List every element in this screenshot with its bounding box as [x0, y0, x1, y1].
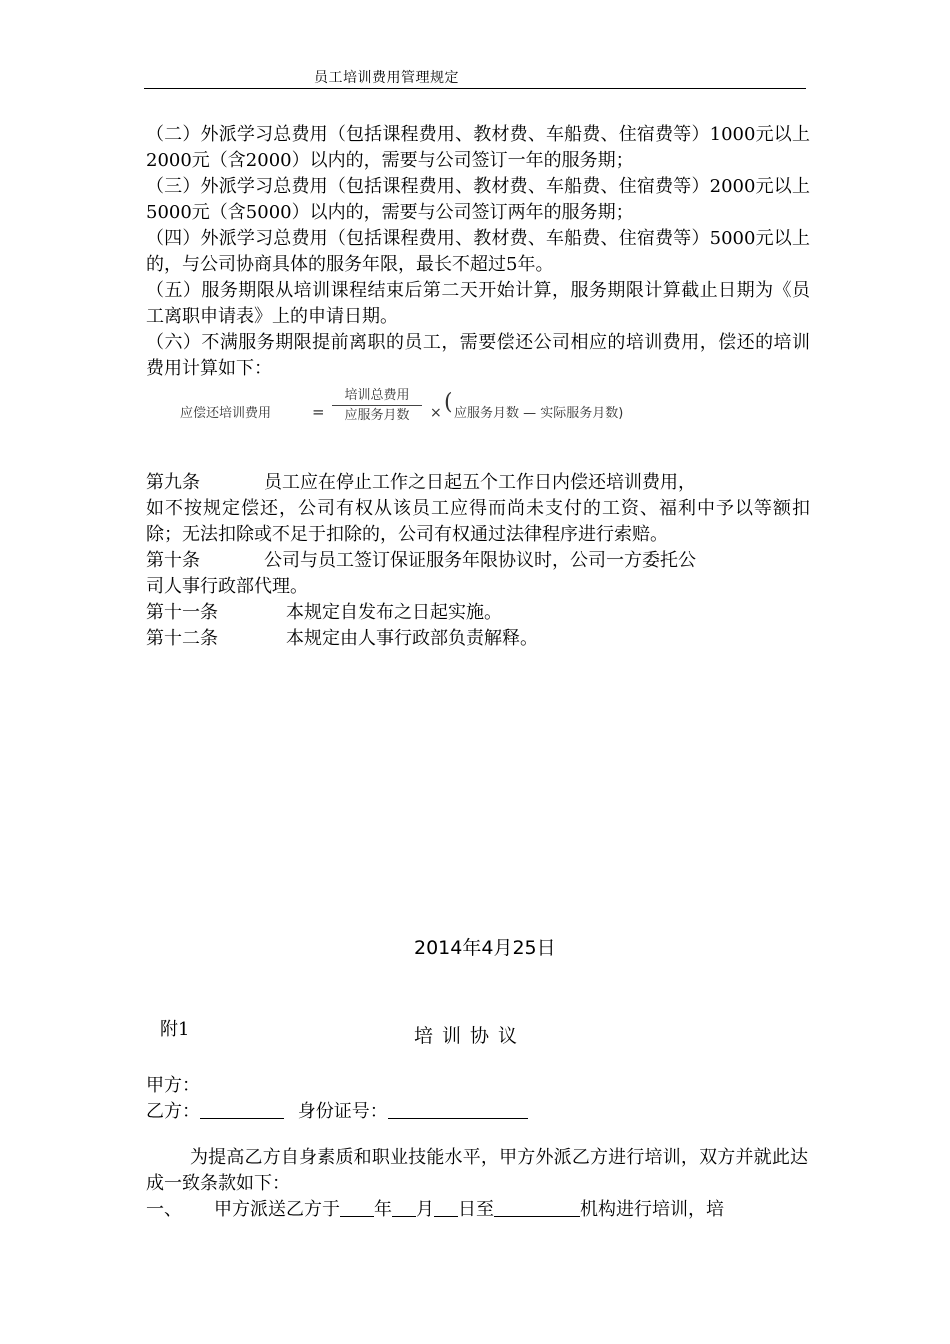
formula-open-paren: (	[444, 390, 453, 415]
article-label: 第十二条	[146, 628, 218, 649]
formula-times: ×	[430, 405, 442, 421]
document-body	[146, 122, 810, 652]
institution-blank[interactable]	[494, 1198, 580, 1217]
article-10-cont: 司人事行政部代理。	[146, 576, 308, 597]
item1-month: 月	[416, 1199, 434, 1220]
clause-4: （四）外派学习总费用（包括课程费用、教材费、车船费、住宿费等）5000元以上的，与公司协商具体的服务年限，最长不超过5年。	[146, 228, 810, 275]
issue-date: 2014年4月25日	[414, 937, 556, 959]
agreement-item-1	[146, 1197, 808, 1223]
year-blank[interactable]	[340, 1198, 374, 1217]
party-b-blank[interactable]	[200, 1100, 284, 1119]
formula-right: 应服务月数 — 实际服务月数)	[454, 406, 624, 421]
party-a	[146, 1071, 200, 1097]
article-9-cont: 如不按规定偿还，公司有权从该员工应得而尚未支付的工资、福利中予以等额扣除；无法扣除或不足于扣除的，公司有权通过法律程序进行索赔。	[146, 498, 810, 545]
article-label: 第十一条	[146, 602, 218, 623]
attachment-label: 附1	[160, 1019, 190, 1040]
item1-year: 年	[374, 1199, 392, 1220]
article-text: 员工应在停止工作之日起五个工作日内偿还培训费用，	[264, 472, 696, 493]
formula-denominator: 应服务月数	[344, 408, 410, 423]
party-b-label: 乙方：	[146, 1101, 200, 1122]
formula-numerator: 培训总费用	[332, 387, 422, 406]
party-a-label: 甲方：	[146, 1075, 200, 1096]
item-number: 一、	[146, 1199, 182, 1220]
item1-text-b: 机构进行培训，培	[580, 1199, 724, 1220]
agreement-body	[146, 1145, 808, 1223]
article-label: 第九条	[146, 472, 200, 493]
formula-equals: =	[312, 403, 325, 421]
header-title: 员工培训费用管理规定	[314, 70, 459, 86]
id-number-blank[interactable]	[388, 1100, 528, 1119]
item1-day: 日至	[458, 1199, 494, 1220]
article-text: 本规定自发布之日起实施。	[286, 602, 502, 623]
id-label: 身份证号：	[297, 1101, 388, 1122]
agreement-intro: 为提高乙方自身素质和职业技能水平，甲方外派乙方进行培训，双方并就此达成一致条款如下：	[146, 1147, 808, 1194]
party-b	[146, 1097, 528, 1123]
article-text: 本规定由人事行政部负责解释。	[286, 628, 538, 649]
article-text: 公司与员工签订保证服务年限协议时，公司一方委托公	[264, 550, 696, 571]
agreement-title: 培训协议	[414, 1025, 527, 1047]
article-12	[146, 626, 810, 652]
page-header	[144, 64, 806, 89]
article-10	[146, 548, 810, 574]
clause-2: （二）外派学习总费用（包括课程费用、教材费、车船费、住宿费等）1000元以上2000元（含2000）以内的，需要与公司签订一年的服务期；	[146, 124, 810, 171]
repayment-formula	[146, 384, 810, 454]
item1-text-a: 甲方派送乙方于	[214, 1199, 340, 1220]
formula-left: 应偿还培训费用	[180, 406, 272, 421]
clause-5: （五）服务期限从培训课程结束后第二天开始计算，服务期限计算截止日期为《员工离职申请表》上的申请日期。	[146, 280, 810, 327]
article-11	[146, 600, 810, 626]
clause-3: （三）外派学习总费用（包括课程费用、教材费、车船费、住宿费等）2000元以上5000元（含5000）以内的，需要与公司签订两年的服务期；	[146, 176, 810, 223]
formula-fraction	[332, 387, 422, 426]
article-label: 第十条	[146, 550, 200, 571]
month-blank[interactable]	[392, 1198, 416, 1217]
clause-6: （六）不满服务期限提前离职的员工，需要偿还公司相应的培训费用，偿还的培训费用计算如下：	[146, 332, 810, 379]
article-9	[146, 470, 810, 496]
day-blank[interactable]	[434, 1198, 458, 1217]
